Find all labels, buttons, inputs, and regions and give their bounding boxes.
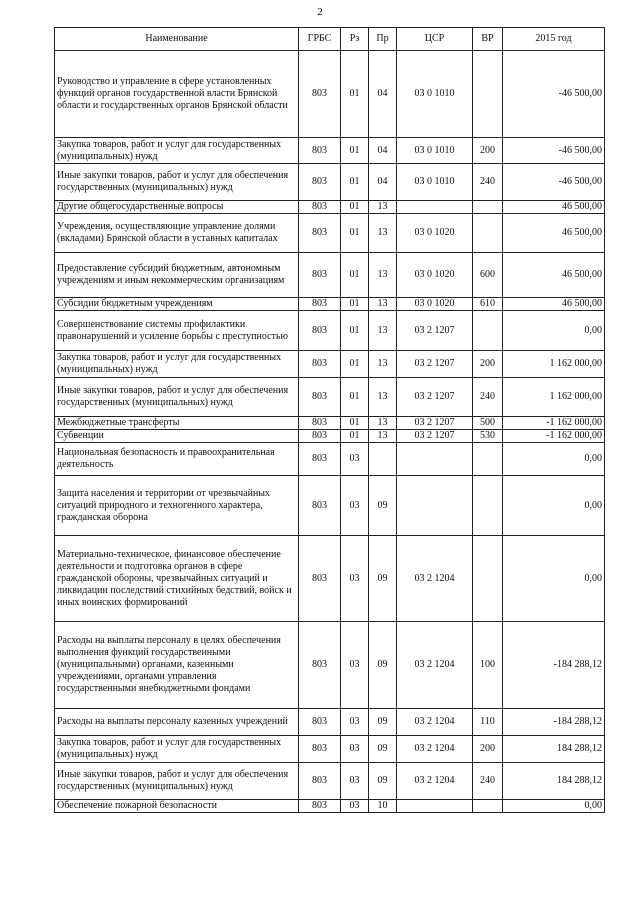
cell-name: Обеспечение пожарной безопасности <box>55 800 299 813</box>
cell-name: Совершенствование системы профилактики правонарушений и усиление борьбы с преступностью <box>55 311 299 351</box>
column-header-name: Наименование <box>55 28 299 51</box>
table-header-row <box>55 28 605 51</box>
cell-grbs: 803 <box>299 311 341 351</box>
cell-pr: 13 <box>369 201 397 214</box>
cell-grbs: 803 <box>299 298 341 311</box>
cell-grbs: 803 <box>299 201 341 214</box>
cell-grbs: 803 <box>299 709 341 736</box>
cell-name: Расходы на выплаты персоналу казенных учреждений <box>55 709 299 736</box>
cell-vr <box>473 536 503 622</box>
cell-name: Предоставление субсидий бюджетным, автономным учреждениям и иным некоммерческим организациям <box>55 253 299 298</box>
cell-rz: 03 <box>341 476 369 536</box>
table-row <box>55 138 605 164</box>
cell-name: Учреждения, осуществляющие управление долями (вкладами) Брянской области в уставных капиталах <box>55 214 299 253</box>
cell-csr: 03 0 1010 <box>397 164 473 201</box>
column-header-year: 2015 год <box>503 28 605 51</box>
cell-pr: 09 <box>369 709 397 736</box>
cell-pr: 13 <box>369 253 397 298</box>
cell-grbs: 803 <box>299 51 341 138</box>
cell-grbs: 803 <box>299 351 341 378</box>
cell-name: Субвенции <box>55 430 299 443</box>
column-header-pr: Пр <box>369 28 397 51</box>
cell-pr: 10 <box>369 800 397 813</box>
cell-amount: 184 288,12 <box>503 736 605 763</box>
cell-vr: 240 <box>473 378 503 417</box>
cell-rz: 01 <box>341 417 369 430</box>
cell-pr: 04 <box>369 164 397 201</box>
table-row <box>55 476 605 536</box>
cell-vr: 100 <box>473 622 503 709</box>
cell-amount: 46 500,00 <box>503 214 605 253</box>
cell-pr: 13 <box>369 430 397 443</box>
cell-amount: -184 288,12 <box>503 622 605 709</box>
cell-vr <box>473 214 503 253</box>
cell-grbs: 803 <box>299 164 341 201</box>
cell-vr: 530 <box>473 430 503 443</box>
cell-name: Иные закупки товаров, работ и услуг для обеспечения государственных (муниципальных) нужд <box>55 164 299 201</box>
column-header-rz: Рз <box>341 28 369 51</box>
cell-csr: 03 2 1204 <box>397 536 473 622</box>
cell-rz: 01 <box>341 51 369 138</box>
cell-amount: 46 500,00 <box>503 298 605 311</box>
table-row <box>55 298 605 311</box>
table-row <box>55 536 605 622</box>
cell-grbs: 803 <box>299 736 341 763</box>
cell-grbs: 803 <box>299 214 341 253</box>
cell-name: Субсидии бюджетным учреждениям <box>55 298 299 311</box>
cell-csr: 03 0 1010 <box>397 138 473 164</box>
cell-csr: 03 2 1207 <box>397 378 473 417</box>
cell-csr: 03 2 1207 <box>397 417 473 430</box>
table-row <box>55 253 605 298</box>
table-body <box>55 51 605 813</box>
cell-grbs: 803 <box>299 536 341 622</box>
cell-amount: 0,00 <box>503 536 605 622</box>
cell-pr <box>369 443 397 476</box>
table-row <box>55 164 605 201</box>
cell-vr: 500 <box>473 417 503 430</box>
cell-pr: 09 <box>369 536 397 622</box>
cell-name: Руководство и управление в сфере установленных функций органов государственной власти Брянской области и государственных органов Брянской области <box>55 51 299 138</box>
cell-vr: 200 <box>473 351 503 378</box>
table-row <box>55 51 605 138</box>
cell-pr: 09 <box>369 763 397 800</box>
cell-csr <box>397 201 473 214</box>
cell-csr: 03 2 1207 <box>397 311 473 351</box>
cell-name: Закупка товаров, работ и услуг для государственных (муниципальных) нужд <box>55 351 299 378</box>
cell-amount: -46 500,00 <box>503 51 605 138</box>
cell-rz: 01 <box>341 214 369 253</box>
table-row <box>55 430 605 443</box>
page-number: 2 <box>317 6 323 18</box>
cell-amount: 184 288,12 <box>503 763 605 800</box>
cell-pr: 09 <box>369 622 397 709</box>
table-row <box>55 443 605 476</box>
cell-rz: 01 <box>341 164 369 201</box>
cell-amount: -1 162 000,00 <box>503 430 605 443</box>
cell-grbs: 803 <box>299 622 341 709</box>
cell-rz: 01 <box>341 311 369 351</box>
cell-grbs: 803 <box>299 443 341 476</box>
table-row <box>55 417 605 430</box>
cell-vr: 240 <box>473 164 503 201</box>
cell-name: Закупка товаров, работ и услуг для государственных (муниципальных) нужд <box>55 138 299 164</box>
table-row <box>55 763 605 800</box>
cell-csr: 03 2 1204 <box>397 709 473 736</box>
table-row <box>55 214 605 253</box>
cell-name: Защита населения и территории от чрезвычайных ситуаций природного и техногенного характера, гражданская оборона <box>55 476 299 536</box>
cell-rz: 01 <box>341 201 369 214</box>
cell-rz: 03 <box>341 763 369 800</box>
cell-amount: 1 162 000,00 <box>503 378 605 417</box>
table-row <box>55 709 605 736</box>
cell-pr: 04 <box>369 51 397 138</box>
cell-amount: 1 162 000,00 <box>503 351 605 378</box>
cell-pr: 13 <box>369 311 397 351</box>
cell-amount: 46 500,00 <box>503 253 605 298</box>
cell-csr: 03 0 1020 <box>397 214 473 253</box>
cell-vr <box>473 201 503 214</box>
cell-csr <box>397 476 473 536</box>
cell-csr: 03 2 1207 <box>397 351 473 378</box>
cell-pr: 09 <box>369 736 397 763</box>
cell-rz: 03 <box>341 800 369 813</box>
column-header-vr: ВР <box>473 28 503 51</box>
cell-csr: 03 0 1010 <box>397 51 473 138</box>
cell-name: Закупка товаров, работ и услуг для государственных (муниципальных) нужд <box>55 736 299 763</box>
budget-table <box>54 27 605 813</box>
table-row <box>55 800 605 813</box>
table-row <box>55 351 605 378</box>
cell-rz: 01 <box>341 298 369 311</box>
cell-csr <box>397 800 473 813</box>
cell-csr: 03 2 1204 <box>397 736 473 763</box>
table-row <box>55 311 605 351</box>
cell-name: Межбюджетные трансферты <box>55 417 299 430</box>
table-row <box>55 378 605 417</box>
cell-rz: 03 <box>341 736 369 763</box>
cell-vr: 110 <box>473 709 503 736</box>
cell-amount: 0,00 <box>503 311 605 351</box>
cell-name: Расходы на выплаты персоналу в целях обеспечения выполнения функций государственными (муниципальными) органами, казенными учреждениями, органами управления государственными внебюджетными фондами <box>55 622 299 709</box>
cell-name: Другие общегосударственные вопросы <box>55 201 299 214</box>
cell-amount: -46 500,00 <box>503 164 605 201</box>
cell-rz: 01 <box>341 253 369 298</box>
table-row <box>55 622 605 709</box>
cell-rz: 01 <box>341 351 369 378</box>
cell-name: Иные закупки товаров, работ и услуг для обеспечения государственных (муниципальных) нужд <box>55 763 299 800</box>
cell-amount: 0,00 <box>503 443 605 476</box>
cell-csr: 03 0 1020 <box>397 253 473 298</box>
cell-csr <box>397 443 473 476</box>
cell-vr: 600 <box>473 253 503 298</box>
column-header-csr: ЦСР <box>397 28 473 51</box>
cell-pr: 04 <box>369 138 397 164</box>
cell-pr: 13 <box>369 417 397 430</box>
cell-grbs: 803 <box>299 378 341 417</box>
cell-amount: -184 288,12 <box>503 709 605 736</box>
cell-amount: -1 162 000,00 <box>503 417 605 430</box>
cell-rz: 03 <box>341 443 369 476</box>
cell-amount: 46 500,00 <box>503 201 605 214</box>
cell-vr: 610 <box>473 298 503 311</box>
cell-vr <box>473 476 503 536</box>
cell-name: Иные закупки товаров, работ и услуг для обеспечения государственных (муниципальных) нужд <box>55 378 299 417</box>
cell-vr: 200 <box>473 736 503 763</box>
cell-vr: 240 <box>473 763 503 800</box>
column-header-grbs: ГРБС <box>299 28 341 51</box>
cell-rz: 01 <box>341 378 369 417</box>
cell-pr: 13 <box>369 378 397 417</box>
cell-csr: 03 2 1207 <box>397 430 473 443</box>
cell-csr: 03 2 1204 <box>397 763 473 800</box>
cell-vr: 200 <box>473 138 503 164</box>
cell-amount: 0,00 <box>503 800 605 813</box>
cell-amount: -46 500,00 <box>503 138 605 164</box>
cell-grbs: 803 <box>299 476 341 536</box>
cell-csr: 03 2 1204 <box>397 622 473 709</box>
cell-name: Национальная безопасность и правоохранительная деятельность <box>55 443 299 476</box>
cell-rz: 03 <box>341 709 369 736</box>
cell-rz: 01 <box>341 430 369 443</box>
cell-grbs: 803 <box>299 417 341 430</box>
cell-name: Материально-техническое, финансовое обеспечение деятельности и подготовка органов в сфере гражданской обороны, чрезвычайных ситуаций и ликвидации последствий стихийных бедствий, войск и иных воинских формирований <box>55 536 299 622</box>
cell-pr: 09 <box>369 476 397 536</box>
cell-csr: 03 0 1020 <box>397 298 473 311</box>
cell-vr <box>473 443 503 476</box>
cell-vr <box>473 51 503 138</box>
table-row <box>55 201 605 214</box>
cell-grbs: 803 <box>299 763 341 800</box>
cell-rz: 03 <box>341 622 369 709</box>
cell-vr <box>473 800 503 813</box>
cell-vr <box>473 311 503 351</box>
cell-grbs: 803 <box>299 138 341 164</box>
cell-amount: 0,00 <box>503 476 605 536</box>
cell-pr: 13 <box>369 214 397 253</box>
cell-grbs: 803 <box>299 253 341 298</box>
cell-rz: 01 <box>341 138 369 164</box>
cell-rz: 03 <box>341 536 369 622</box>
table-row <box>55 736 605 763</box>
cell-grbs: 803 <box>299 430 341 443</box>
cell-grbs: 803 <box>299 800 341 813</box>
cell-pr: 13 <box>369 351 397 378</box>
cell-pr: 13 <box>369 298 397 311</box>
